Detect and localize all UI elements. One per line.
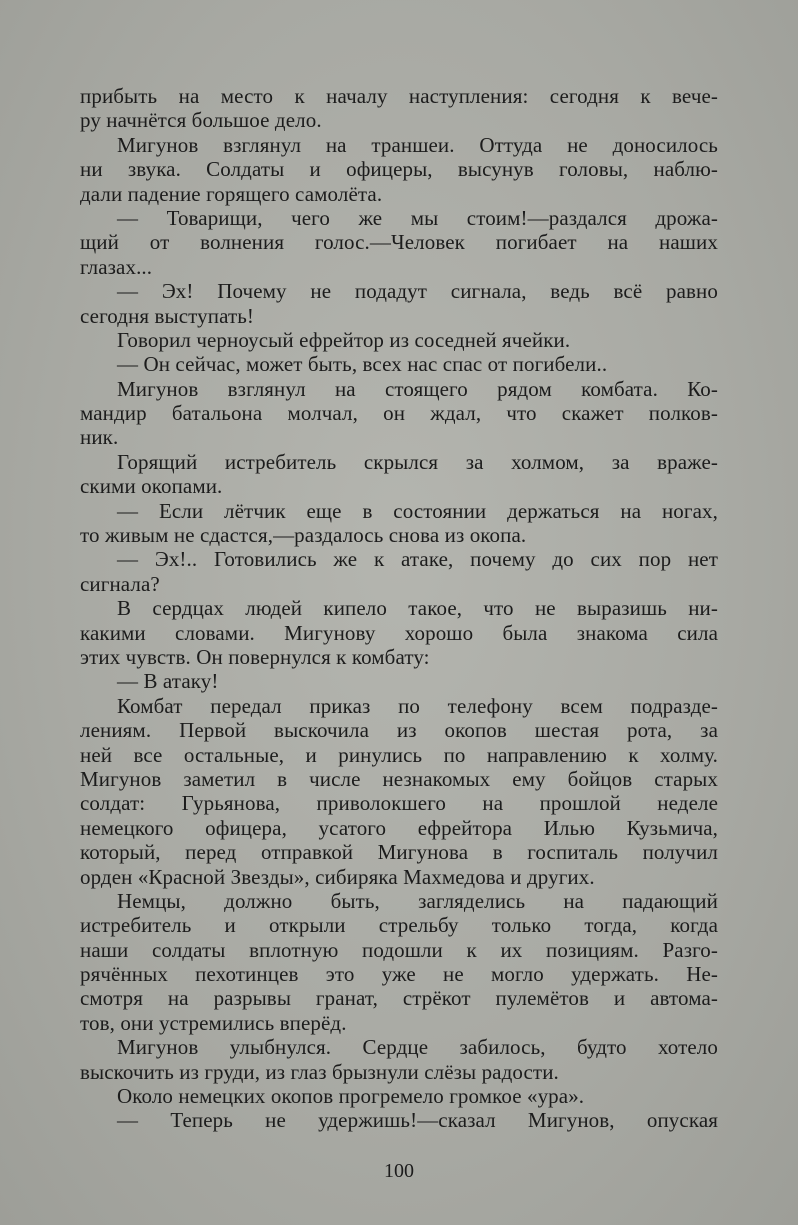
text-line: Мигунов улыбнулся. Сердце забилось, будто хотело — [117, 1035, 718, 1060]
text-line: Горящий истребитель скрылся за холмом, за враже- — [117, 449, 718, 474]
text-line: — В атаку! — [117, 669, 219, 694]
page-number: 100 — [384, 1160, 414, 1182]
text-line: — Эх! Почему не подадут сигнала, ведь всё равно — [117, 279, 718, 304]
text-line: смотря на разрывы гранат, стрёкот пулемётов и автома- — [80, 986, 718, 1011]
text-line: какими словами. Мигунову хорошо была знакома сила — [80, 620, 718, 645]
text-line: то живым не сдастся,—раздалось снова из окопа. — [80, 523, 527, 548]
text-line: наши солдаты вплотную подошли к их позициям. Разго- — [80, 937, 718, 962]
text-line: лениям. Первой выскочила из окопов шестая рота, за — [80, 718, 718, 743]
text-line: скими окопами. — [80, 474, 223, 499]
text-line: глазах... — [80, 254, 153, 279]
text-line: солдат: Гурьянова, приволокшего на прошлой неделе — [80, 791, 718, 816]
text-line: сегодня выступать! — [80, 303, 255, 328]
text-line: Немцы, должно быть, загляделись на падающий — [117, 888, 718, 913]
text-line: — Эх!.. Готовились же к атаке, почему до сих пор нет — [117, 547, 718, 572]
text-line: этих чувств. Он повернулся к комбату: — [80, 644, 430, 669]
text-line: ру начнётся большое дело. — [80, 108, 322, 133]
text-line: — Если лётчик еще в состоянии держаться на ногах, — [117, 498, 718, 523]
text-line: сигнала? — [80, 571, 160, 596]
text-line: ней все остальные, и ринулись по направлению к холму. — [80, 742, 718, 767]
text-line: рячённых пехотинцев это уже не могло удержать. Не- — [80, 962, 718, 987]
text-line: Мигунов взглянул на стоящего рядом комбата. Ко- — [117, 376, 718, 401]
text-line: ни звука. Солдаты и офицеры, высунув головы, наблю- — [80, 157, 718, 182]
text-line: немецкого офицера, усатого ефрейтора Илью Кузьмича, — [80, 815, 718, 840]
text-line: Комбат передал приказ по телефону всем подразде- — [117, 693, 718, 718]
text-line: В сердцах людей кипело такое, что не выразишь ни- — [117, 596, 718, 621]
text-line: тов, они устремились вперёд. — [80, 1010, 347, 1035]
text-line: — Товарищи, чего же мы стоим!—раздался дрожа- — [117, 205, 718, 230]
text-line: — Теперь не удержишь!—сказал Мигунов, опуская — [117, 1108, 718, 1133]
page-body — [80, 84, 718, 1133]
text-line: выскочить из груди, из глаз брызнули слёзы радости. — [80, 1059, 559, 1084]
text-line: щий от волнения голос.—Человек погибает на наших — [80, 230, 718, 255]
text-line: мандир батальона молчал, он ждал, что скажет полков- — [80, 401, 718, 426]
text-line: Говорил черноусый ефрейтор из соседней ячейки. — [117, 327, 571, 352]
text-line: дали падение горящего самолёта. — [80, 181, 383, 206]
text-line: орден «Красной Звезды», сибиряка Махмедова и других. — [80, 864, 595, 889]
text-line: Около немецких окопов прогремело громкое «ура». — [117, 1084, 585, 1109]
text-line: — Он сейчас, может быть, всех нас спас от погибели.. — [117, 352, 608, 377]
text-line: прибыть на место к началу наступления: сегодня к вече- — [80, 84, 718, 108]
text-line: Мигунов взглянул на траншеи. Оттуда не доносилось — [117, 132, 718, 157]
text-line: который, перед отправкой Мигунова в госпиталь получил — [80, 840, 718, 865]
text-line: ник. — [80, 425, 119, 450]
text-line: истребитель и открыли стрельбу только тогда, когда — [80, 913, 718, 938]
text-line: Мигунов заметил в числе незнакомых ему бойцов старых — [80, 766, 718, 791]
